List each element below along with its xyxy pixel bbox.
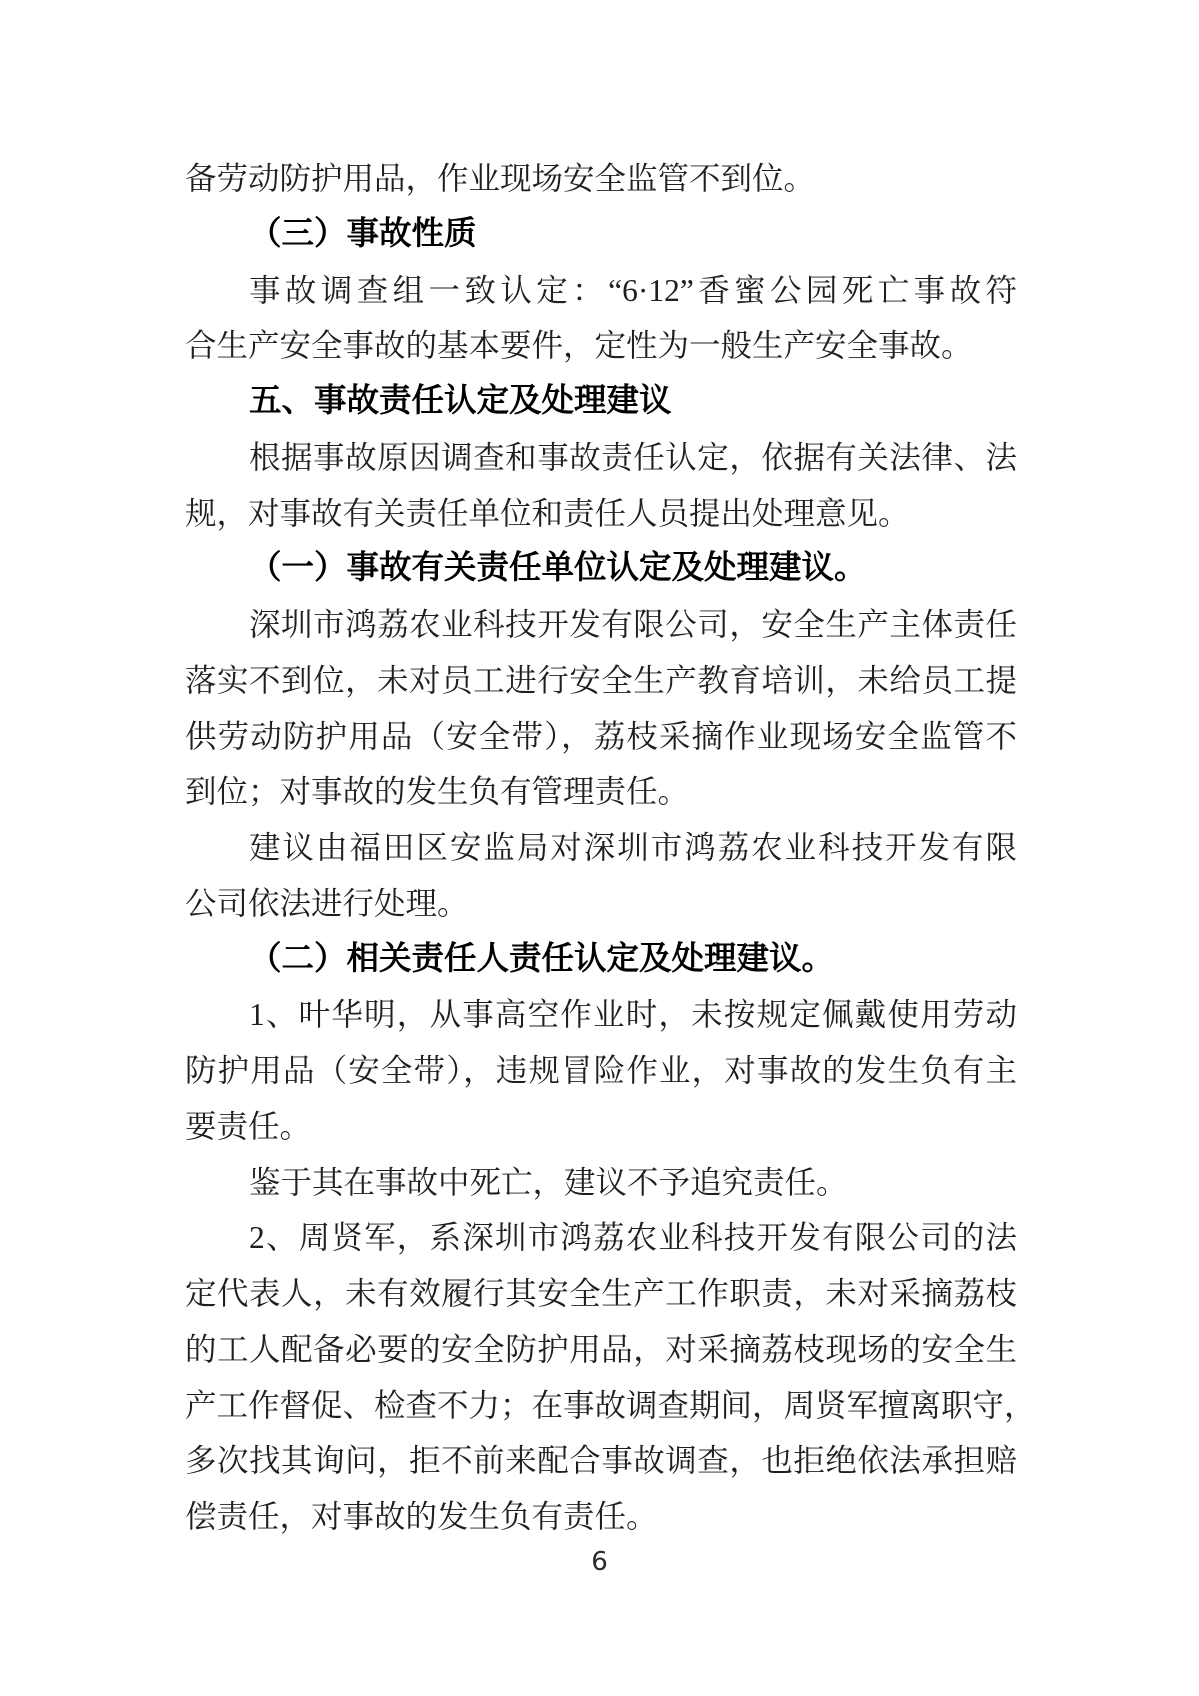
document-heading-line: （一）事故有关责任单位认定及处理建议。: [249, 550, 867, 587]
document-line: 要责任。: [185, 1108, 312, 1144]
document-line: 深圳市鸿荔农业科技开发有限公司，安全生产主体责任: [249, 607, 1017, 642]
document-line: 鉴于其在事故中死亡，建议不予追究责任。: [249, 1164, 848, 1200]
document-line: 偿责任，对事故的发生负有责任。: [185, 1499, 658, 1534]
document-line: 2、周贤军，系深圳市鸿荔农业科技开发有限公司的法: [249, 1220, 1017, 1256]
document-line: 1、叶华明，从事高空作业时，未按规定佩戴使用劳动: [249, 997, 1017, 1033]
document-line: 的工人配备必要的安全防护用品，对采摘荔枝现场的安全生: [185, 1331, 1017, 1367]
document-line: 防护用品（安全带），违规冒险作业，对事故的发生负有主: [185, 1053, 1017, 1088]
document-line: 合生产安全事故的基本要件，定性为一般生产安全事故。: [185, 328, 973, 364]
document-body: [185, 151, 1036, 1545]
document-line: 落实不到位，未对员工进行安全生产教育培训，未给员工提: [185, 662, 1017, 698]
document-line: 产工作督促、检查不力；在事故调查期间，周贤军擅离职守，: [185, 1387, 1036, 1423]
document-line: 建议由福田区安监局对深圳市鸿荔农业科技开发有限: [249, 830, 1017, 865]
page-number: 6: [591, 1547, 608, 1577]
document-heading-line: （三）事故性质: [249, 215, 477, 252]
document-line: 根据事故原因调查和事故责任认定，依据有关法律、法: [249, 439, 1017, 475]
document-line: 供劳动防护用品（安全带），荔枝采摘作业现场安全监管不: [185, 718, 1017, 754]
document-heading-line: 五、事故责任认定及处理建议: [249, 383, 672, 419]
document-line: 事故调查组一致认定：“6·12”香蜜公园死亡事故符: [249, 272, 1017, 308]
document-line: 公司依法进行处理。: [185, 885, 469, 921]
document-heading-line: （二）相关责任人责任认定及处理建议。: [249, 940, 835, 977]
document-line: 备劳动防护用品，作业现场安全监管不到位。: [185, 161, 816, 196]
document-line: 到位；对事故的发生负有管理责任。: [185, 774, 690, 810]
document-line: 多次找其询问，拒不前来配合事故调查，也拒绝依法承担赔: [185, 1443, 1017, 1479]
document-line: 规，对事故有关责任单位和责任人员提出处理意见。: [185, 495, 910, 531]
document-line: 定代表人，未有效履行其安全生产工作职责，未对采摘荔枝: [185, 1276, 1017, 1311]
